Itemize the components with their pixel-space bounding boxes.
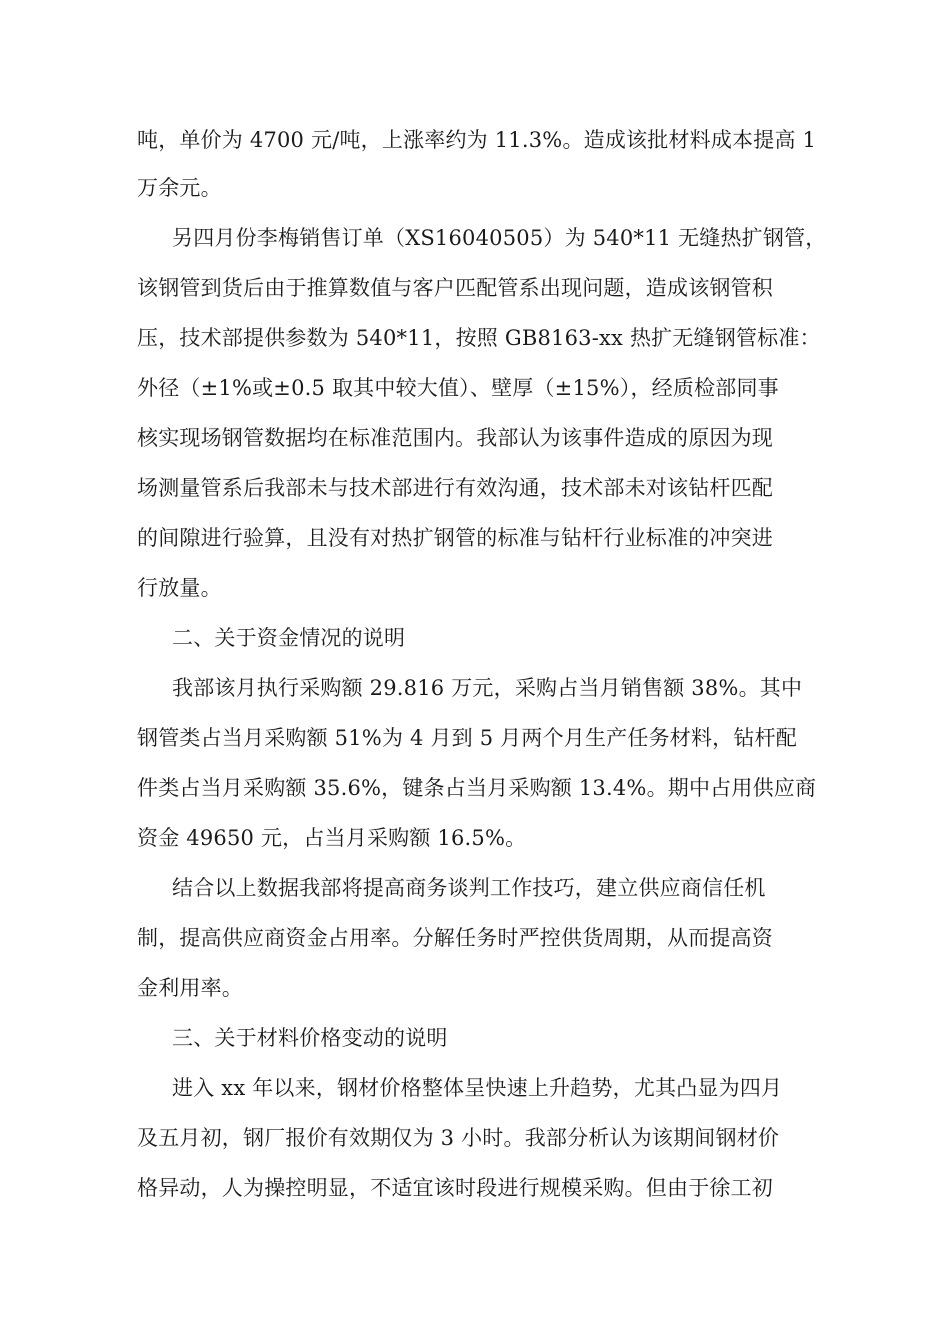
paragraph-line: 钢管类占当月采购额 51%为 4 月到 5 月两个月生产任务材料，钻杆配 [137,726,797,750]
paragraph-line: 行放量。 [137,576,222,600]
paragraph-line: 核实现场钢管数据均在标准范围内。我部认为该事件造成的原因为现 [137,426,773,450]
paragraph-line: 结合以上数据我部将提高商务谈判工作技巧，建立供应商信任机 [172,876,766,900]
paragraph-line: 金利用率。 [137,976,243,1000]
paragraph-line: 的间隙进行验算，且没有对热扩钢管的标准与钻杆行业标准的冲突进 [137,526,773,550]
paragraph-line: 该钢管到货后由于推算数值与客户匹配管系出现问题，造成该钢管积 [137,276,773,300]
paragraph-line: 我部该月执行采购额 29.816 万元，采购占当月销售额 38%。其中 [172,676,803,700]
paragraph-line: 件类占当月采购额 35.6%，键条占当月采购额 13.4%。期中占用供应商 [137,776,817,800]
paragraph-line: 格异动，人为操控明显，不适宜该时段进行规模采购。但由于徐工初 [137,1176,773,1200]
paragraph-line: 压，技术部提供参数为 540*11，按照 GB8163-xx 热扩无缝钢管标准： [137,326,821,350]
section-heading: 三、关于材料价格变动的说明 [172,1026,448,1050]
paragraph-line: 外径（±1%或±0.5 取其中较大值）、壁厚（±15%），经质检部同事 [137,376,779,400]
paragraph-line: 场测量管系后我部未与技术部进行有效沟通，技术部未对该钻杆匹配 [137,476,773,500]
paragraph-line: 进入 xx 年以来，钢材价格整体呈快速上升趋势，尤其凸显为四月 [172,1076,783,1100]
paragraph-line: 及五月初，钢厂报价有效期仅为 3 小时。我部分析认为该期间钢材价 [137,1126,780,1150]
paragraph-line: 资金 49650 元，占当月采购额 16.5%。 [137,826,527,850]
section-heading: 二、关于资金情况的说明 [172,626,406,650]
paragraph-line: 万余元。 [137,176,222,200]
paragraph-line: 吨，单价为 4700 元/吨，上涨率约为 11.3%。造成该批材料成本提高 1 [137,128,817,152]
paragraph-line: 另四月份李梅销售订单（XS16040505）为 540*11 无缝热扩钢管， [172,226,827,250]
paragraph-line: 制，提高供应商资金占用率。分解任务时严控供货周期，从而提高资 [137,926,773,950]
